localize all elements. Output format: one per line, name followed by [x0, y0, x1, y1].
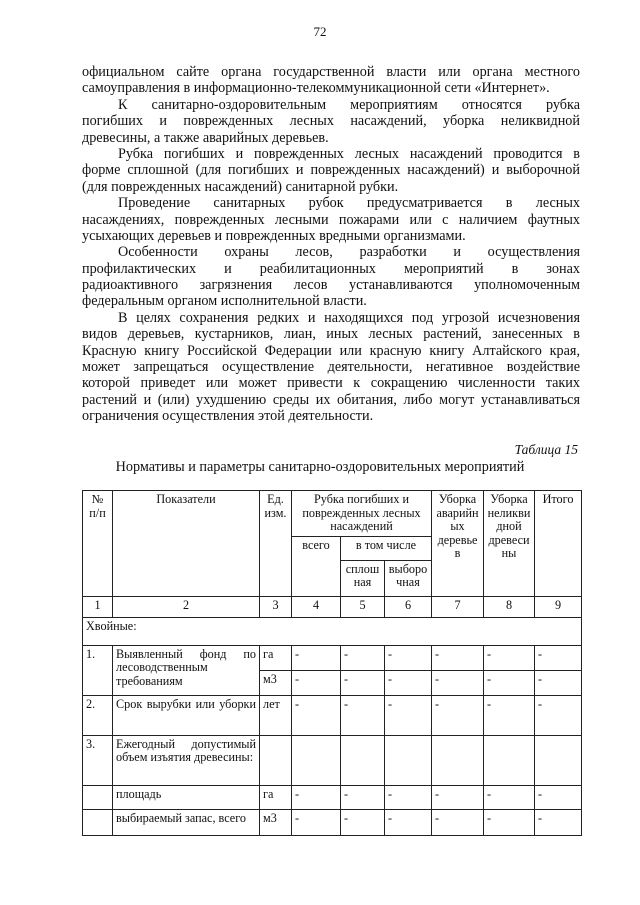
header-nonliquid-wood: Уборка неликви дной древеси ны [484, 491, 535, 597]
table-row [83, 809, 582, 835]
text-line: которой приведет или может привести к сокращению численности таких [82, 375, 580, 392]
norms-table [82, 490, 582, 836]
header-selective-felling: выборо чная [385, 560, 432, 596]
body-text [82, 64, 580, 425]
header-hazard-trees: Уборка аварийн ых деревье в [432, 491, 484, 597]
cell-value: - [341, 670, 385, 695]
cell-value: - [535, 695, 582, 735]
table-title: Нормативы и параметры санитарно-оздоровительных мероприятий [115, 459, 525, 475]
cell-value: - [341, 785, 385, 809]
cell-value: - [535, 645, 582, 670]
col-num: 2 [113, 596, 260, 617]
text-line: федеральным органом исполнительной власти. [82, 293, 367, 310]
text-line: может запрещаться осуществление деятельности, негативное воздействие [82, 359, 580, 376]
text-line: самоуправления в информационно-телекоммуникационной сети «Интернет». [82, 80, 550, 97]
header-felling-total: всего [292, 536, 341, 596]
page-number: 72 [313, 24, 327, 39]
cell-value: - [292, 809, 341, 835]
cell-value: - [535, 809, 582, 835]
row-label: выбираемый запас, всего [113, 809, 260, 835]
text-line: Рубка погибших и поврежденных лесных насаждений проводится в [118, 145, 580, 162]
col-num: 9 [535, 596, 582, 617]
text-line: официальном сайте органа государственной власти или органа местного [82, 64, 580, 80]
cell-value: - [292, 645, 341, 670]
table-row [83, 695, 582, 735]
cell-value: - [535, 785, 582, 809]
cell-value: - [292, 785, 341, 809]
cell-value: - [341, 645, 385, 670]
cell-value: - [432, 809, 484, 835]
cell-value: - [484, 670, 535, 695]
row-num: 3. [83, 735, 113, 785]
table-row [83, 645, 582, 670]
table-row [83, 735, 582, 785]
col-num: 6 [385, 596, 432, 617]
col-num: 4 [292, 596, 341, 617]
table-row [83, 785, 582, 809]
cell-value: - [292, 695, 341, 735]
text-line: видов деревьев, кустарников, лиан, иных лесных растений, занесенных в [82, 326, 580, 343]
text-line: К санитарно-оздоровительным мероприятиям относятся рубка [118, 96, 580, 113]
row-num: 1. [83, 645, 113, 695]
col-num: 3 [260, 596, 292, 617]
row-unit: м3 [260, 670, 292, 695]
cell-value: - [385, 809, 432, 835]
text-line: ограничения осуществления этой деятельности. [82, 408, 374, 425]
cell-value: - [432, 695, 484, 735]
col-num: 7 [432, 596, 484, 617]
text-line: Красную книгу Российской Федерации или красную книгу Алтайского края, [82, 342, 580, 359]
cell-value: - [484, 695, 535, 735]
cell-value: - [341, 809, 385, 835]
row-unit: лет [260, 695, 292, 735]
row-label: Ежегодный допустимый объем изъятия древесины: [113, 735, 260, 785]
col-num: 1 [83, 596, 113, 617]
cell-value: - [341, 695, 385, 735]
text-line: профилактических и реабилитационных мероприятий в зонах [82, 260, 580, 277]
cell-value: - [385, 785, 432, 809]
cell-value: - [432, 645, 484, 670]
col-num: 5 [341, 596, 385, 617]
row-label: площадь [113, 785, 260, 809]
cell-value: - [385, 645, 432, 670]
header-total: Итого [535, 491, 582, 597]
column-numbers-row [83, 596, 582, 617]
text-line: растений и (или) ухудшению среды их обитания, либо могут устанавливаться [82, 391, 580, 408]
cell-value: - [385, 695, 432, 735]
section-conifers: Хвойные: [83, 617, 582, 645]
text-line: насаждениях, поврежденных лесными пожарами или с наличием фаутных [82, 211, 580, 228]
text-line: В целях сохранения редких и находящихся под угрозой исчезновения [118, 309, 580, 326]
text-line: Проведение санитарных рубок предусматривается в лесных [118, 195, 580, 212]
col-num: 8 [484, 596, 535, 617]
cell-value: - [292, 670, 341, 695]
text-line: радиоактивного загрязнения лесов устанавливаются уполномоченным [82, 277, 580, 294]
header-including: в том числе [341, 536, 432, 560]
text-line: усыхающих деревьев и поврежденных вредными организмами. [82, 227, 466, 244]
row-num: 2. [83, 695, 113, 735]
header-indicators: Показатели [113, 491, 260, 597]
row-unit: га [260, 645, 292, 670]
header-clear-felling: сплош ная [341, 560, 385, 596]
text-line: форме сплошной (для погибших и поврежденных насаждений) и выборочной [82, 162, 580, 179]
row-label: Выявленный фонд по лесоводственным требованиям [113, 645, 260, 695]
row-unit: га [260, 785, 292, 809]
cell-value: - [484, 645, 535, 670]
row-unit: м3 [260, 809, 292, 835]
cell-value: - [535, 670, 582, 695]
header-num: № п/п [83, 491, 113, 597]
cell-value: - [432, 670, 484, 695]
text-line: Особенности охраны лесов, разработки и осуществления [118, 244, 580, 261]
header-unit: Ед. изм. [260, 491, 292, 597]
table-caption: Таблица 15 [514, 442, 578, 457]
text-line: погибших и поврежденных лесных насаждений, уборка неликвидной [82, 113, 580, 130]
cell-value: - [484, 809, 535, 835]
text-line: древесины, а также аварийных деревьев. [82, 129, 329, 146]
header-felling: Рубка погибших и поврежденных лесных насаждений [292, 491, 432, 537]
cell-value: - [385, 670, 432, 695]
cell-value: - [432, 785, 484, 809]
cell-value: - [484, 785, 535, 809]
row-label: Срок вырубки или уборки [113, 695, 260, 735]
text-line: (для поврежденных насаждений) санитарной рубки. [82, 178, 399, 195]
